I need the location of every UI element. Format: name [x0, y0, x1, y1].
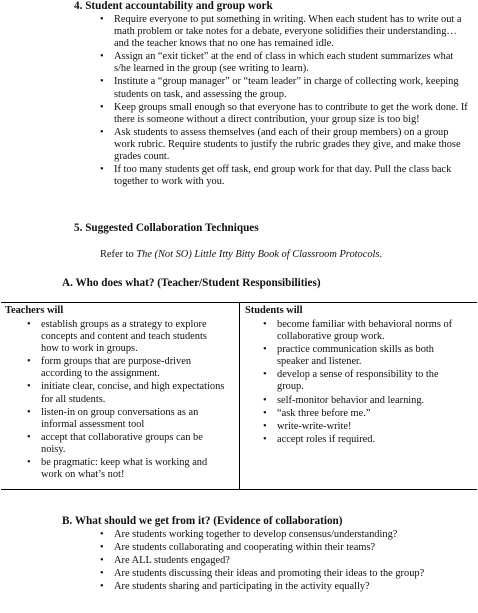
students-list [263, 319, 463, 447]
bullet-icon: • [27, 319, 31, 330]
list-item: • develop a sense of responsibility to the group. [263, 369, 439, 393]
section-b-heading: B. What should we get from it? (Evidence of collaboration) [62, 515, 343, 527]
list-item: • Are students collaborating and cooperating within their teams? [100, 542, 376, 554]
bullet-icon: • [100, 529, 104, 540]
list-item: • “ask three before me.” [263, 407, 371, 419]
students-column-title: Students will [245, 305, 303, 316]
list-item: • Are students working together to develop consensus/understanding? [100, 529, 398, 540]
list-item: • establish groups as a strategy to explore concepts and content and teach students how to work in groups. [27, 319, 207, 355]
bullet-icon: • [27, 457, 31, 469]
list-item: • accept roles if required. [263, 433, 376, 445]
bullet-icon: • [100, 126, 104, 138]
list-item: • Assign an “exit ticket” at the end of class in which each student summarizes what s/he learned in the group (see writing to learn). [100, 51, 454, 75]
list-item: • write-write-write! [263, 420, 352, 432]
bullet-icon: • [100, 51, 104, 63]
list-item: • initiate clear, concise, and high expectations for all students. [27, 381, 225, 405]
bullet-icon: • [100, 164, 104, 176]
bullet-icon: • [100, 14, 104, 25]
list-item: • listen-in on group conversations as an informal assessment tool [27, 406, 199, 430]
section-4-heading: 4. Student accountability and group work [74, 0, 273, 12]
bullet-icon: • [263, 319, 267, 330]
teachers-list [27, 319, 227, 482]
list-item: • practice communication skills as both speaker and listener. [263, 344, 434, 368]
refer-text: Refer to The (Not SO) Little Itty Bitty Book of Classroom Protocols. [100, 249, 383, 260]
bullet-icon: • [263, 407, 267, 419]
section-a-heading: A. Who does what? (Teacher/Student Responsibilities) [62, 277, 321, 289]
teachers-column-title: Teachers will [5, 305, 64, 316]
responsibilities-table [1, 302, 477, 490]
bullet-icon: • [100, 581, 104, 593]
bullet-icon: • [100, 542, 104, 554]
list-item: • self-monitor behavior and learning. [263, 394, 425, 406]
list-item: • Institute a “group manager” or “team leader” in charge of collecting work, keeping students on task, and assessing the group. [100, 76, 459, 100]
book-title: The (Not SO) Little Itty Bitty Book of Classroom Protocols [136, 249, 380, 260]
list-item: • Are ALL students engaged? [100, 555, 230, 567]
bullet-icon: • [27, 356, 31, 368]
bullet-icon: • [100, 568, 104, 580]
list-item: • be pragmatic: keep what is working and work on what’s not! [27, 457, 208, 481]
bullet-icon: • [100, 555, 104, 567]
evidence-list [100, 529, 472, 594]
list-item: • Keep groups small enough so that everyone has to contribute to get the work done. If there is someone without a direct contribution, your group size is too big! [100, 101, 468, 125]
bullet-icon: • [263, 369, 267, 381]
bullet-icon: • [263, 420, 267, 432]
bullet-icon: • [263, 344, 267, 356]
list-item: • Ask students to assess themselves (and each of their group members) on a group work rubric. Require students to justify the rubric grades they give, and make those grades count. [100, 126, 461, 163]
bullet-icon: • [27, 381, 31, 393]
list-item: • Are students discussing their ideas and promoting their ideas to the group? [100, 568, 425, 580]
accountability-list [100, 14, 472, 189]
bullet-icon: • [27, 406, 31, 418]
section-5-heading: 5. Suggested Collaboration Techniques [74, 222, 259, 234]
list-item: • form groups that are purpose-driven according to the assignment. [27, 356, 192, 380]
list-item: • If too many students get off task, end group work for that day. Pull the class back together to work with you. [100, 164, 452, 188]
list-item: • become familiar with behavioral norms of collaborative group work. [263, 319, 453, 343]
bullet-icon: • [263, 433, 267, 445]
column-divider [239, 303, 240, 489]
list-item: • Require everyone to put something in writing. When each student has to write out a math problem or take notes for a debate, everyone solidifies their understanding… and the teacher knows that no one has remained idle. [100, 14, 462, 50]
bullet-icon: • [100, 76, 104, 88]
bullet-icon: • [27, 431, 31, 443]
list-item: • accept that collaborative groups can be noisy. [27, 431, 203, 455]
list-item: • Are students sharing and participating in the activity equally? [100, 581, 370, 593]
bullet-icon: • [263, 394, 267, 406]
bullet-icon: • [100, 101, 104, 113]
